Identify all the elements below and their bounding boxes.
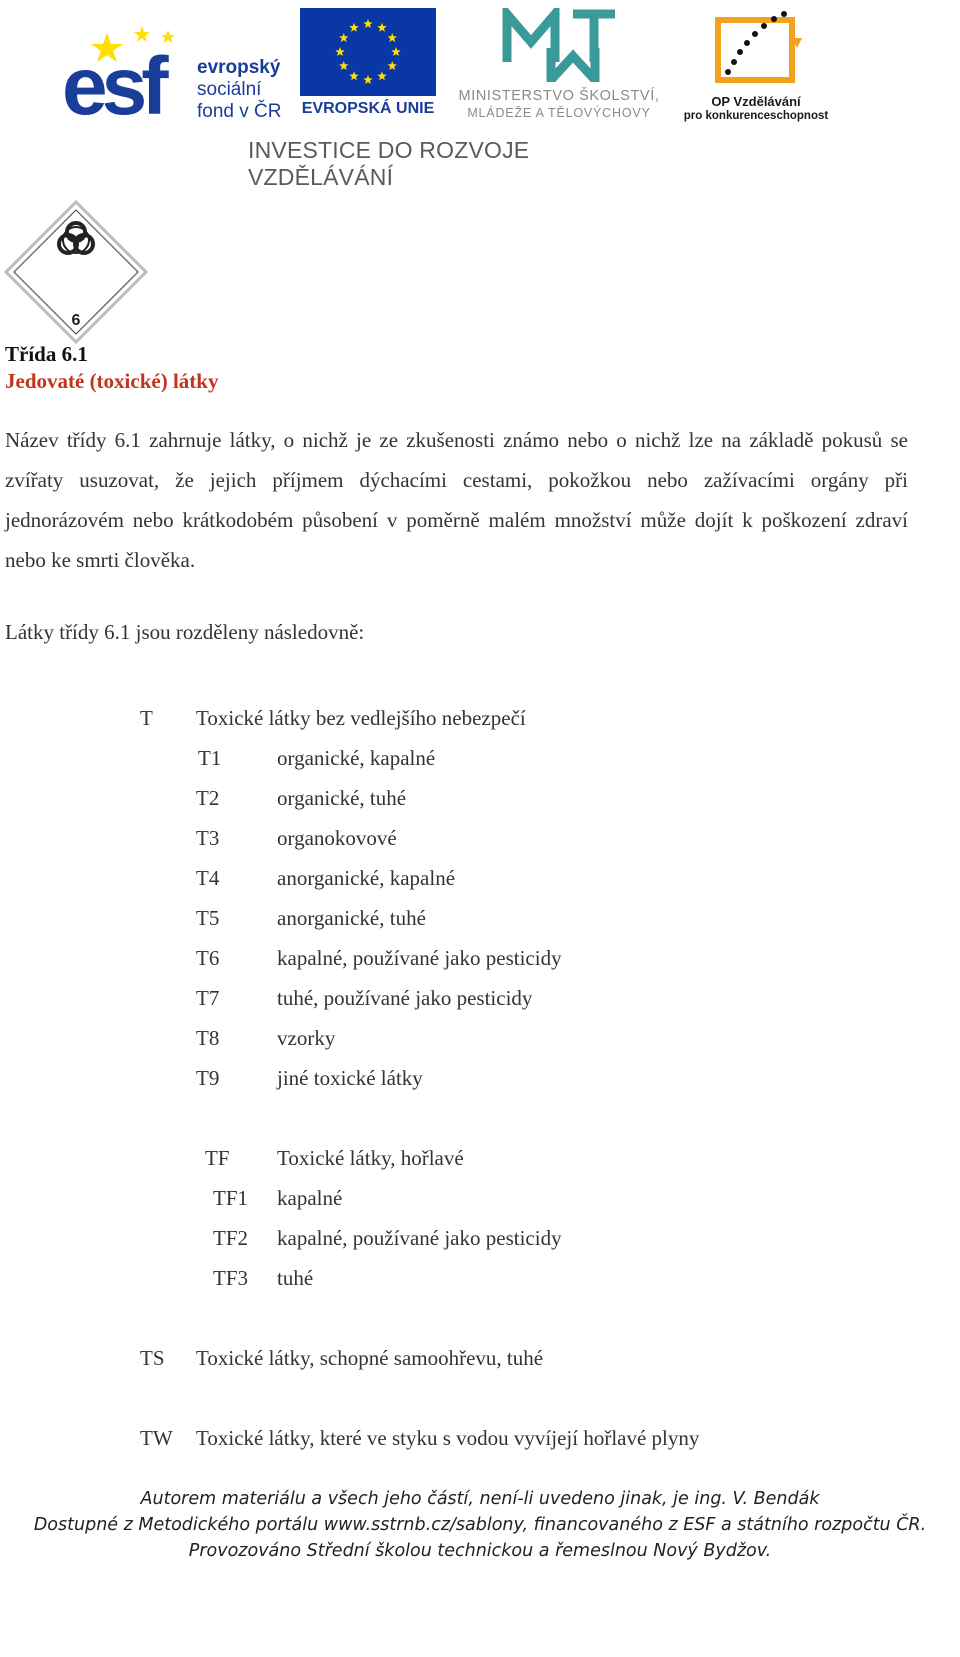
msmt-mark-icon <box>445 8 673 82</box>
msmt-logo <box>445 8 673 126</box>
group-code: TW <box>140 1426 173 1450</box>
group-label: Toxické látky, schopné samoohřevu, tuhé <box>196 1346 544 1370</box>
subgroup-code: T2 <box>196 786 220 810</box>
group-label: Toxické látky, hořlavé <box>277 1146 464 1170</box>
subgroup-label: tuhé <box>277 1266 314 1290</box>
subgroup-code: T4 <box>196 866 220 890</box>
footer-source: Dostupné z Metodického portálu www.sstrnb.cz/sablony, financovaného z ESF a státního rozpočtu ČR. <box>33 1515 927 1535</box>
subgroup-label: organické, kapalné <box>277 746 436 770</box>
class-title: Jedovaté (toxické) látky <box>5 369 219 393</box>
subgroup-label: vzorky <box>277 1026 336 1050</box>
subgroup-code: T8 <box>196 1026 220 1050</box>
footer-operator: Provozováno Střední školou technickou a řemeslnou Nový Bydžov. <box>188 1541 772 1561</box>
subgroup-label: kapalné, používané jako pesticidy <box>277 946 562 970</box>
esf-mark-text: esf <box>62 41 163 126</box>
group-code: TF <box>205 1146 230 1170</box>
subgroup-label: organické, tuhé <box>277 786 407 810</box>
esf-logo-line-3: fond v ČR <box>197 101 282 122</box>
eu-logo-caption: EVROPSKÁ UNIE <box>301 100 435 117</box>
intro-paragraph: Název třídy 6.1 zahrnuje látky, o nichž je ze zkušenosti známo nebo o nichž lze na základě pokusů se zvířaty usuzovat, že jejich příjmem dýchacími cestami, pokožkou nebo zažívacími orgány při jednorázovém nebo krátkodobém působení v poměrně malém množství může dojít k poškození zdraví nebo ke smrti člověka. <box>5 428 908 572</box>
subgroup-label: anorganické, tuhé <box>277 906 426 930</box>
class-number: Třída 6.1 <box>5 342 88 366</box>
subgroup-label: kapalné, používané jako pesticidy <box>277 1226 562 1250</box>
header-tagline: INVESTICE DO ROZVOJE VZDĚLÁVÁNÍ <box>248 137 530 190</box>
subgroup-code: TF2 <box>213 1226 249 1250</box>
msmt-line-2: MLÁDEŽE A TĚLOVÝCHOVY <box>467 106 651 120</box>
subgroup-label: tuhé, používané jako pesticidy <box>277 986 533 1010</box>
subgroup-code: T6 <box>196 946 220 970</box>
op-line-2: pro konkurenceschopnost <box>683 110 829 122</box>
hazard-class-number: 6 <box>71 312 81 329</box>
esf-logo <box>62 8 292 126</box>
footer-author: Autorem materiálu a všech jeho částí, není-li uvedeno jinak, je ing. V. Bendák <box>140 1489 820 1509</box>
subgroup-label: kapalné <box>277 1186 343 1210</box>
op-line-1: OP Vzdělávání <box>711 94 801 109</box>
group-code: TS <box>140 1346 165 1370</box>
op-mark-icon <box>680 8 832 88</box>
subgroup-code: T5 <box>196 906 220 930</box>
eu-flag-logo <box>300 8 436 126</box>
group-label: Toxické látky bez vedlejšího nebezpečí <box>196 706 526 730</box>
msmt-line-1: MINISTERSTVO ŠKOLSTVÍ, <box>458 88 660 104</box>
group-code: T <box>140 706 153 730</box>
esf-logo-line-1: evropský <box>197 57 281 78</box>
subgroup-label: organokovové <box>277 826 397 850</box>
subgroup-code: TF1 <box>213 1186 249 1210</box>
subgroup-label: anorganické, kapalné <box>277 866 456 890</box>
subdivision-intro: Látky třídy 6.1 jsou rozděleny následovně: <box>5 620 365 644</box>
subgroup-code: T9 <box>196 1066 220 1090</box>
subgroup-label: jiné toxické látky <box>277 1066 423 1090</box>
esf-logo-line-2: sociální <box>197 79 262 100</box>
eu-flag-icon <box>300 8 436 96</box>
hazard-label-class-6 <box>0 196 152 348</box>
group-label: Toxické látky, které ve styku s vodou vyvíjejí hořlavé plyny <box>196 1426 700 1450</box>
op-vzdelavani-logo <box>680 8 832 126</box>
subgroup-code: T7 <box>196 986 220 1010</box>
subgroup-code: TF3 <box>213 1266 249 1290</box>
subgroup-code: T1 <box>198 746 222 770</box>
subgroup-code: T3 <box>196 826 220 850</box>
